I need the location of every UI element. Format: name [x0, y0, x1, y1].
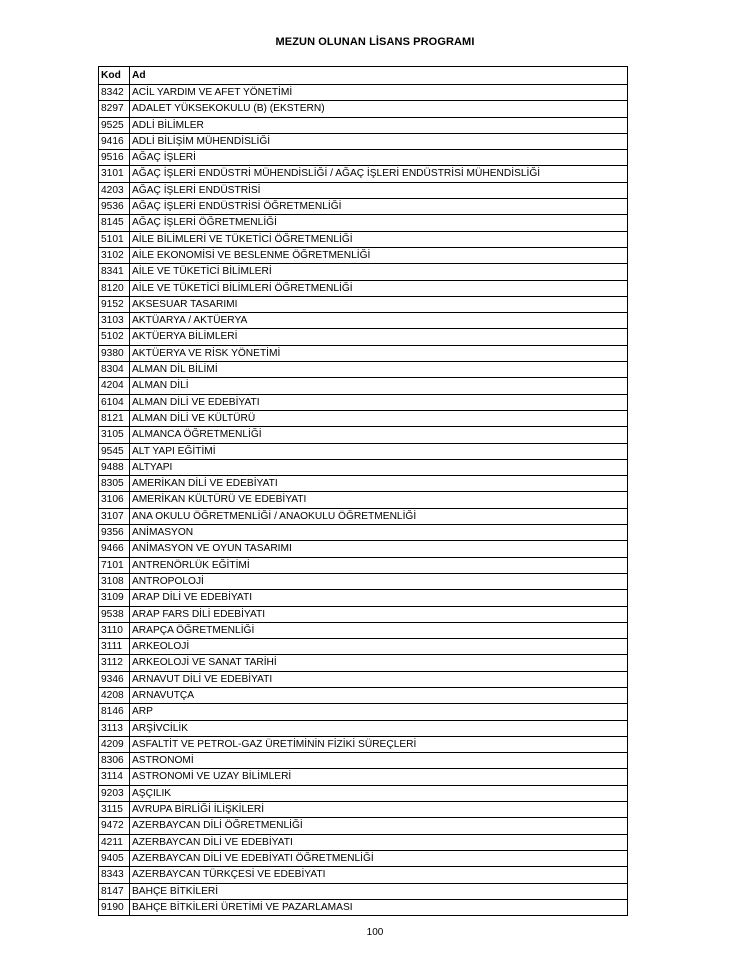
table-row	[99, 247, 628, 263]
program-name: ALMAN DİLİ	[130, 378, 628, 394]
table-row	[99, 736, 628, 752]
program-code: 9152	[99, 296, 130, 312]
program-code: 3106	[99, 492, 130, 508]
table-row	[99, 720, 628, 736]
program-code: 8147	[99, 883, 130, 899]
page-title: MEZUN OLUNAN LİSANS PROGRAMI	[275, 36, 475, 48]
table-row	[99, 459, 628, 475]
program-code: 9536	[99, 199, 130, 215]
program-name: ALT YAPI EĞİTİMİ	[130, 443, 628, 459]
table-row	[99, 525, 628, 541]
program-code: 3115	[99, 802, 130, 818]
program-name: ALMAN DİLİ VE KÜLTÜRÜ	[130, 410, 628, 426]
table-row	[99, 427, 628, 443]
program-code: 8343	[99, 867, 130, 883]
program-name: BAHÇE BİTKİLERİ	[130, 883, 628, 899]
program-name: ARAPÇA ÖĞRETMENLİĞİ	[130, 622, 628, 638]
program-table	[98, 66, 628, 916]
program-name: AŞÇILIK	[130, 785, 628, 801]
program-name: AĞAÇ İŞLERİ ENDÜSTRİ MÜHENDİSLİĞİ / AĞAÇ İŞLERİ ENDÜSTRİSİ MÜHENDİSLİĞİ	[130, 166, 628, 182]
program-code: 3110	[99, 622, 130, 638]
program-name: ANİMASYON VE OYUN TASARIMI	[130, 541, 628, 557]
program-code: 4209	[99, 736, 130, 752]
program-name: ARKEOLOJİ	[130, 639, 628, 655]
program-code: 9525	[99, 117, 130, 133]
table-row	[99, 182, 628, 198]
program-name: ANTRENÖRLÜK EĞİTİMİ	[130, 557, 628, 573]
program-name: AMERİKAN KÜLTÜRÜ VE EDEBİYATI	[130, 492, 628, 508]
program-name: AKSESUAR TASARIMI	[130, 296, 628, 312]
program-name: AZERBAYCAN DİLİ VE EDEBİYATI	[130, 834, 628, 850]
program-name: ARKEOLOJİ VE SANAT TARİHİ	[130, 655, 628, 671]
table-row	[99, 704, 628, 720]
table-row	[99, 867, 628, 883]
table-row	[99, 508, 628, 524]
program-code: 3114	[99, 769, 130, 785]
program-code: 3101	[99, 166, 130, 182]
program-name: ALMAN DİLİ VE EDEBİYATI	[130, 394, 628, 410]
program-code: 8306	[99, 753, 130, 769]
program-code: 9190	[99, 899, 130, 915]
program-code: 8146	[99, 704, 130, 720]
program-name: ADALET YÜKSEKOKULU (B) (EKSTERN)	[130, 101, 628, 117]
program-code: 9488	[99, 459, 130, 475]
program-name: AZERBAYCAN DİLİ VE EDEBİYATI ÖĞRETMENLİĞİ	[130, 850, 628, 866]
table-row	[99, 655, 628, 671]
program-code: 8120	[99, 280, 130, 296]
table-row	[99, 150, 628, 166]
table-row	[99, 606, 628, 622]
table-row	[99, 101, 628, 117]
table-row	[99, 85, 628, 101]
program-code: 3102	[99, 247, 130, 263]
program-code: 9416	[99, 133, 130, 149]
program-name: AZERBAYCAN DİLİ ÖĞRETMENLİĞİ	[130, 818, 628, 834]
program-name: AKTÜERYA BİLİMLERİ	[130, 329, 628, 345]
program-name: ANA OKULU ÖĞRETMENLİĞİ / ANAOKULU ÖĞRETMENLİĞİ	[130, 508, 628, 524]
program-name: BAHÇE BİTKİLERİ ÜRETİMİ VE PAZARLAMASI	[130, 899, 628, 915]
table-row	[99, 899, 628, 915]
program-name: ADLİ BİLİMLER	[130, 117, 628, 133]
program-name: AİLE BİLİMLERİ VE TÜKETİCİ ÖĞRETMENLİĞİ	[130, 231, 628, 247]
table-row	[99, 394, 628, 410]
program-code: 9472	[99, 818, 130, 834]
program-code: 8145	[99, 215, 130, 231]
table-body	[99, 85, 628, 916]
table-row	[99, 850, 628, 866]
table-row	[99, 541, 628, 557]
table-row	[99, 362, 628, 378]
program-code: 3107	[99, 508, 130, 524]
program-name: ASFALTİT VE PETROL-GAZ ÜRETİMİNİN FİZİKİ SÜREÇLERİ	[130, 736, 628, 752]
program-name: AĞAÇ İŞLERİ ENDÜSTRİSİ ÖĞRETMENLİĞİ	[130, 199, 628, 215]
program-name: AİLE EKONOMİSİ VE BESLENME ÖĞRETMENLİĞİ	[130, 247, 628, 263]
program-code: 4203	[99, 182, 130, 198]
program-code: 9346	[99, 671, 130, 687]
table-row	[99, 492, 628, 508]
table-row	[99, 199, 628, 215]
table-row	[99, 557, 628, 573]
program-name: AĞAÇ İŞLERİ	[130, 150, 628, 166]
program-code: 8297	[99, 101, 130, 117]
program-code: 9545	[99, 443, 130, 459]
program-code: 3109	[99, 590, 130, 606]
table-row	[99, 785, 628, 801]
program-code: 3112	[99, 655, 130, 671]
page-number: 100	[366, 927, 384, 938]
program-name: AĞAÇ İŞLERİ ÖĞRETMENLİĞİ	[130, 215, 628, 231]
program-code: 4211	[99, 834, 130, 850]
program-name: ASTRONOMİ VE UZAY BİLİMLERİ	[130, 769, 628, 785]
program-code: 9380	[99, 345, 130, 361]
table-row	[99, 802, 628, 818]
table-row	[99, 329, 628, 345]
program-code: 3108	[99, 573, 130, 589]
program-code: 3105	[99, 427, 130, 443]
program-name: AĞAÇ İŞLERİ ENDÜSTRİSİ	[130, 182, 628, 198]
table-row	[99, 753, 628, 769]
program-name: ARAP FARS DİLİ EDEBİYATI	[130, 606, 628, 622]
program-code: 4204	[99, 378, 130, 394]
program-name: AİLE VE TÜKETİCİ BİLİMLERİ	[130, 264, 628, 280]
program-name: ACİL YARDIM VE AFET YÖNETİMİ	[130, 85, 628, 101]
table-header-row	[99, 67, 628, 85]
table-row	[99, 443, 628, 459]
program-code: 3113	[99, 720, 130, 736]
program-name: ADLİ BİLİŞİM MÜHENDİSLİĞİ	[130, 133, 628, 149]
table-row	[99, 117, 628, 133]
table-row	[99, 590, 628, 606]
header-name: Ad	[130, 67, 628, 85]
program-name: ARNAVUTÇA	[130, 687, 628, 703]
program-name: AVRUPA BİRLİĞİ İLİŞKİLERİ	[130, 802, 628, 818]
program-code: 9516	[99, 150, 130, 166]
table-row	[99, 280, 628, 296]
program-name: AKTÜERYA VE RİSK YÖNETİMİ	[130, 345, 628, 361]
program-code: 8305	[99, 476, 130, 492]
table-row	[99, 313, 628, 329]
program-code: 9356	[99, 525, 130, 541]
program-code: 6104	[99, 394, 130, 410]
table-row	[99, 834, 628, 850]
program-code: 5101	[99, 231, 130, 247]
program-code: 4208	[99, 687, 130, 703]
table-row	[99, 476, 628, 492]
program-name: ARAP DİLİ VE EDEBİYATI	[130, 590, 628, 606]
table-row	[99, 769, 628, 785]
program-code: 9203	[99, 785, 130, 801]
program-name: ALMANCA ÖĞRETMENLİĞİ	[130, 427, 628, 443]
table-row	[99, 573, 628, 589]
table-row	[99, 345, 628, 361]
program-name: AZERBAYCAN TÜRKÇESİ VE EDEBİYATI	[130, 867, 628, 883]
program-name: ARNAVUT DİLİ VE EDEBİYATI	[130, 671, 628, 687]
table-row	[99, 378, 628, 394]
program-name: ANTROPOLOJİ	[130, 573, 628, 589]
table-row	[99, 883, 628, 899]
program-code: 9405	[99, 850, 130, 866]
program-name: ALMAN DİL BİLİMİ	[130, 362, 628, 378]
table-row	[99, 410, 628, 426]
table-row	[99, 133, 628, 149]
program-name: AİLE VE TÜKETİCİ BİLİMLERİ ÖĞRETMENLİĞİ	[130, 280, 628, 296]
program-code: 8304	[99, 362, 130, 378]
program-code: 8341	[99, 264, 130, 280]
program-code: 7101	[99, 557, 130, 573]
table-row	[99, 622, 628, 638]
table-row	[99, 296, 628, 312]
program-code: 5102	[99, 329, 130, 345]
table-row	[99, 264, 628, 280]
header-code: Kod	[99, 67, 130, 85]
program-name: AKTÜARYA / AKTÜERYA	[130, 313, 628, 329]
program-name: ASTRONOMİ	[130, 753, 628, 769]
table-row	[99, 818, 628, 834]
program-code: 8342	[99, 85, 130, 101]
program-name: ALTYAPI	[130, 459, 628, 475]
program-code: 3111	[99, 639, 130, 655]
program-name: ARŞİVCİLİK	[130, 720, 628, 736]
program-code: 8121	[99, 410, 130, 426]
table-row	[99, 639, 628, 655]
table-row	[99, 671, 628, 687]
program-code: 9466	[99, 541, 130, 557]
program-name: ANİMASYON	[130, 525, 628, 541]
table-row	[99, 231, 628, 247]
table-row	[99, 166, 628, 182]
table-row	[99, 687, 628, 703]
program-code: 3103	[99, 313, 130, 329]
table-row	[99, 215, 628, 231]
program-name: ARP	[130, 704, 628, 720]
program-name: AMERİKAN DİLİ VE EDEBİYATI	[130, 476, 628, 492]
program-code: 9538	[99, 606, 130, 622]
